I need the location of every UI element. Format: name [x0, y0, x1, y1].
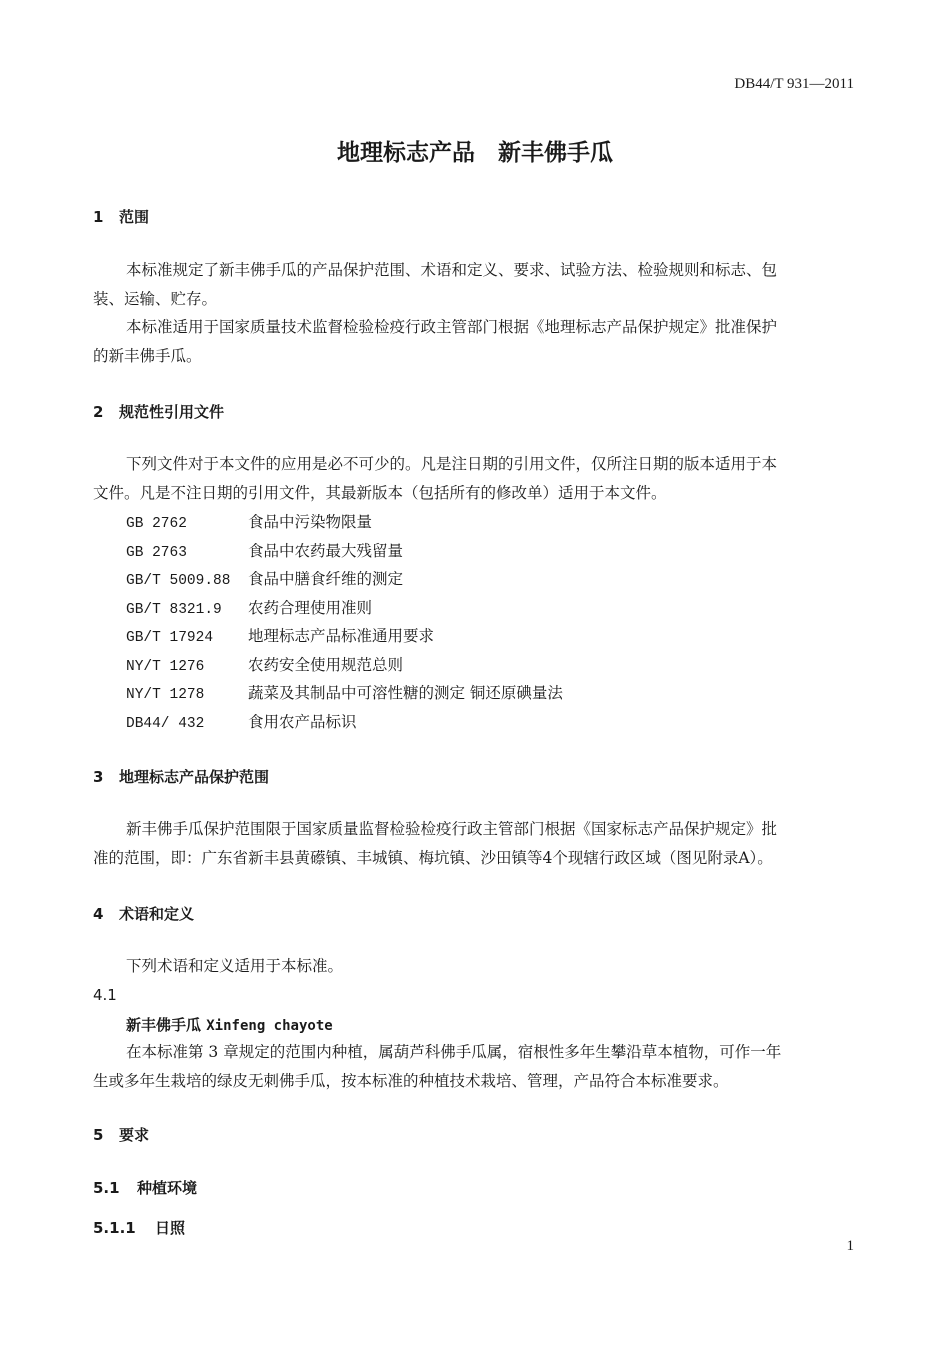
section-title: 术语和定义	[119, 905, 195, 923]
term-definition	[93, 1038, 857, 1095]
section-number: 1	[93, 208, 104, 226]
text-line: 新丰佛手瓜保护范围限于国家质量监督检验检疫行政主管部门根据《国家标志产品保护规定》批	[126, 820, 778, 838]
text-line: 生或多年生栽培的绿皮无刺佛手瓜，按本标准的种植技术栽培、管理，产品符合本标准要求。	[93, 1071, 729, 1090]
reference-name: 食用农产品标识	[248, 713, 357, 731]
reference-name: 农药安全使用规范总则	[248, 656, 404, 674]
section-5-1-heading	[93, 1177, 197, 1198]
section-2-heading	[93, 401, 224, 422]
section-5-heading	[93, 1124, 149, 1145]
reference-name: 食品中农药最大残留量	[248, 542, 404, 560]
standard-code: DB44/T 931—2011	[734, 76, 854, 92]
text-line: 在本标准第 3 章规定的范围内种植，属葫芦科佛手瓜属，宿根性多年生攀沿草本植物，可作一年	[126, 1043, 782, 1061]
section-number: 2	[93, 403, 104, 421]
reference-code: DB44/ 432	[126, 716, 205, 732]
text-line: 的新丰佛手瓜。	[93, 346, 202, 365]
section-number: 3	[93, 768, 104, 786]
subsection-4-1-number: 4.1	[93, 986, 117, 1004]
text-line: 本标准规定了新丰佛手瓜的产品保护范围、术语和定义、要求、试验方法、检验规则和标志、包	[126, 261, 778, 279]
reference-item	[126, 510, 372, 532]
reference-name: 食品中污染物限量	[248, 513, 373, 531]
reference-item	[126, 539, 403, 561]
reference-code: GB 2763	[126, 545, 187, 561]
term-entry	[126, 1014, 333, 1035]
section-title: 日照	[155, 1219, 186, 1237]
section-number: 4	[93, 905, 104, 923]
reference-name: 农药合理使用准则	[248, 599, 373, 617]
text-line: 本标准适用于国家质量技术监督检验检疫行政主管部门根据《地理标志产品保护规定》批准保护	[126, 318, 778, 336]
term-english: Xinfeng chayote	[206, 1018, 333, 1034]
section-number: 5.1	[93, 1179, 120, 1197]
reference-code: GB/T 5009.88	[126, 573, 231, 589]
section-1-paragraph-2	[93, 313, 857, 370]
section-1-heading	[93, 206, 149, 227]
reference-item	[126, 624, 434, 646]
section-1-paragraph-1	[93, 256, 857, 313]
reference-code: NY/T 1276	[126, 659, 205, 675]
term-chinese: 新丰佛手瓜	[126, 1016, 202, 1034]
text-line: 文件。凡是不注日期的引用文件，其最新版本（包括所有的修改单）适用于本文件。	[93, 483, 667, 502]
section-title: 种植环境	[137, 1179, 198, 1197]
reference-code: GB 2762	[126, 516, 187, 532]
section-number: 5	[93, 1126, 104, 1144]
section-4-paragraph-1	[93, 952, 857, 981]
section-5-1-1-heading	[93, 1217, 185, 1238]
reference-item	[126, 653, 403, 675]
reference-code: GB/T 17924	[126, 630, 214, 646]
reference-name: 蔬菜及其制品中可溶性糖的测定 铜还原碘量法	[248, 684, 563, 702]
reference-item	[126, 710, 357, 732]
reference-item	[126, 596, 372, 618]
text-line: 下列文件对于本文件的应用是必不可少的。凡是注日期的引用文件，仅所注日期的版本适用于本	[126, 455, 778, 473]
section-4-heading	[93, 903, 194, 924]
reference-item	[126, 681, 563, 703]
section-number: 5.1.1	[93, 1219, 136, 1237]
reference-code: GB/T 8321.9	[126, 602, 222, 618]
section-title: 要求	[119, 1126, 150, 1144]
page-number: 1	[846, 1238, 854, 1254]
text-line: 装、运输、贮存。	[93, 289, 218, 308]
reference-code: NY/T 1278	[126, 687, 205, 703]
section-3-heading	[93, 766, 269, 787]
section-2-paragraph-1	[93, 450, 857, 507]
text-line: 下列术语和定义适用于本标准。	[126, 957, 344, 975]
section-title: 范围	[119, 208, 150, 226]
reference-item	[126, 567, 403, 589]
section-3-paragraph-1	[93, 815, 857, 872]
section-title: 地理标志产品保护范围	[119, 768, 270, 786]
reference-name: 地理标志产品标准通用要求	[248, 627, 435, 645]
text-line: 准的范围，即：广东省新丰县黄礤镇、丰城镇、梅坑镇、沙田镇等4个现辖行政区域（图见附录A）。	[93, 848, 773, 867]
document-title: 地理标志产品 新丰佛手瓜	[337, 139, 613, 166]
reference-name: 食品中膳食纤维的测定	[248, 570, 404, 588]
section-title: 规范性引用文件	[119, 403, 225, 421]
